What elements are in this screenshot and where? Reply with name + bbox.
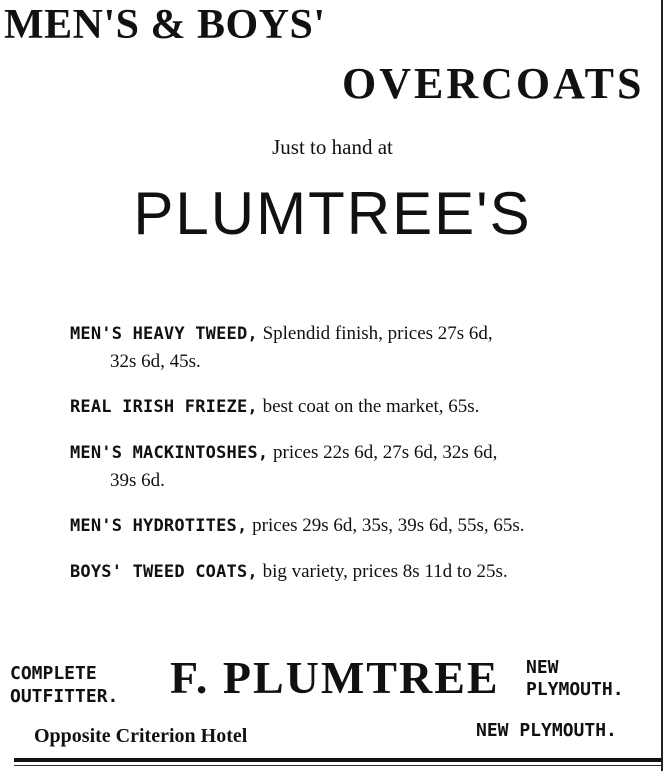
item-name: MEN'S MACKINTOSHES, [70, 443, 269, 463]
item-name: BOYS' TWEED COATS, [70, 562, 258, 582]
item-description: Splendid finish, prices 27s 6d, [262, 323, 493, 344]
item-description-continued: 39s 6d. [110, 470, 165, 491]
list-item [70, 512, 650, 540]
item-description: best coat on the market, 65s. [262, 396, 480, 417]
footer-town: NEW PLYMOUTH. [476, 720, 617, 741]
item-description: prices 22s 6d, 27s 6d, 32s 6d, [273, 442, 498, 463]
footer-plymouth: PLYMOUTH. [526, 679, 624, 700]
list-item [70, 558, 650, 586]
footer-proprietor-name: F. PLUMTREE [170, 652, 500, 703]
subhead: Just to hand at [272, 135, 393, 159]
headline-overcoats: OVERCOATS [342, 59, 645, 108]
list-item [70, 320, 650, 375]
list-item [70, 439, 650, 494]
item-name: REAL IRISH FRIEZE, [70, 397, 258, 417]
bottom-rule [14, 758, 662, 762]
list-item [70, 393, 650, 421]
store-name: PLUMTREE'S [133, 180, 532, 247]
item-description: prices 29s 6d, 35s, 39s 6d, 55s, 65s. [252, 515, 525, 536]
footer-new: NEW [526, 657, 559, 678]
right-border-rule [661, 0, 663, 771]
item-list [70, 320, 650, 604]
bottom-rule-thin [14, 765, 662, 766]
item-description: big variety, prices 8s 11d to 25s. [262, 561, 508, 582]
item-name: MEN'S HYDROTITES, [70, 516, 248, 536]
footer-address: Opposite Criterion Hotel [34, 725, 248, 747]
item-name: MEN'S HEAVY TWEED, [70, 324, 258, 344]
footer-complete: COMPLETE [10, 663, 97, 684]
headline-mens-boys: MEN'S & BOYS' [4, 2, 326, 48]
footer-outfitter: OUTFITTER. [10, 686, 119, 707]
item-description-continued: 32s 6d, 45s. [110, 351, 201, 372]
